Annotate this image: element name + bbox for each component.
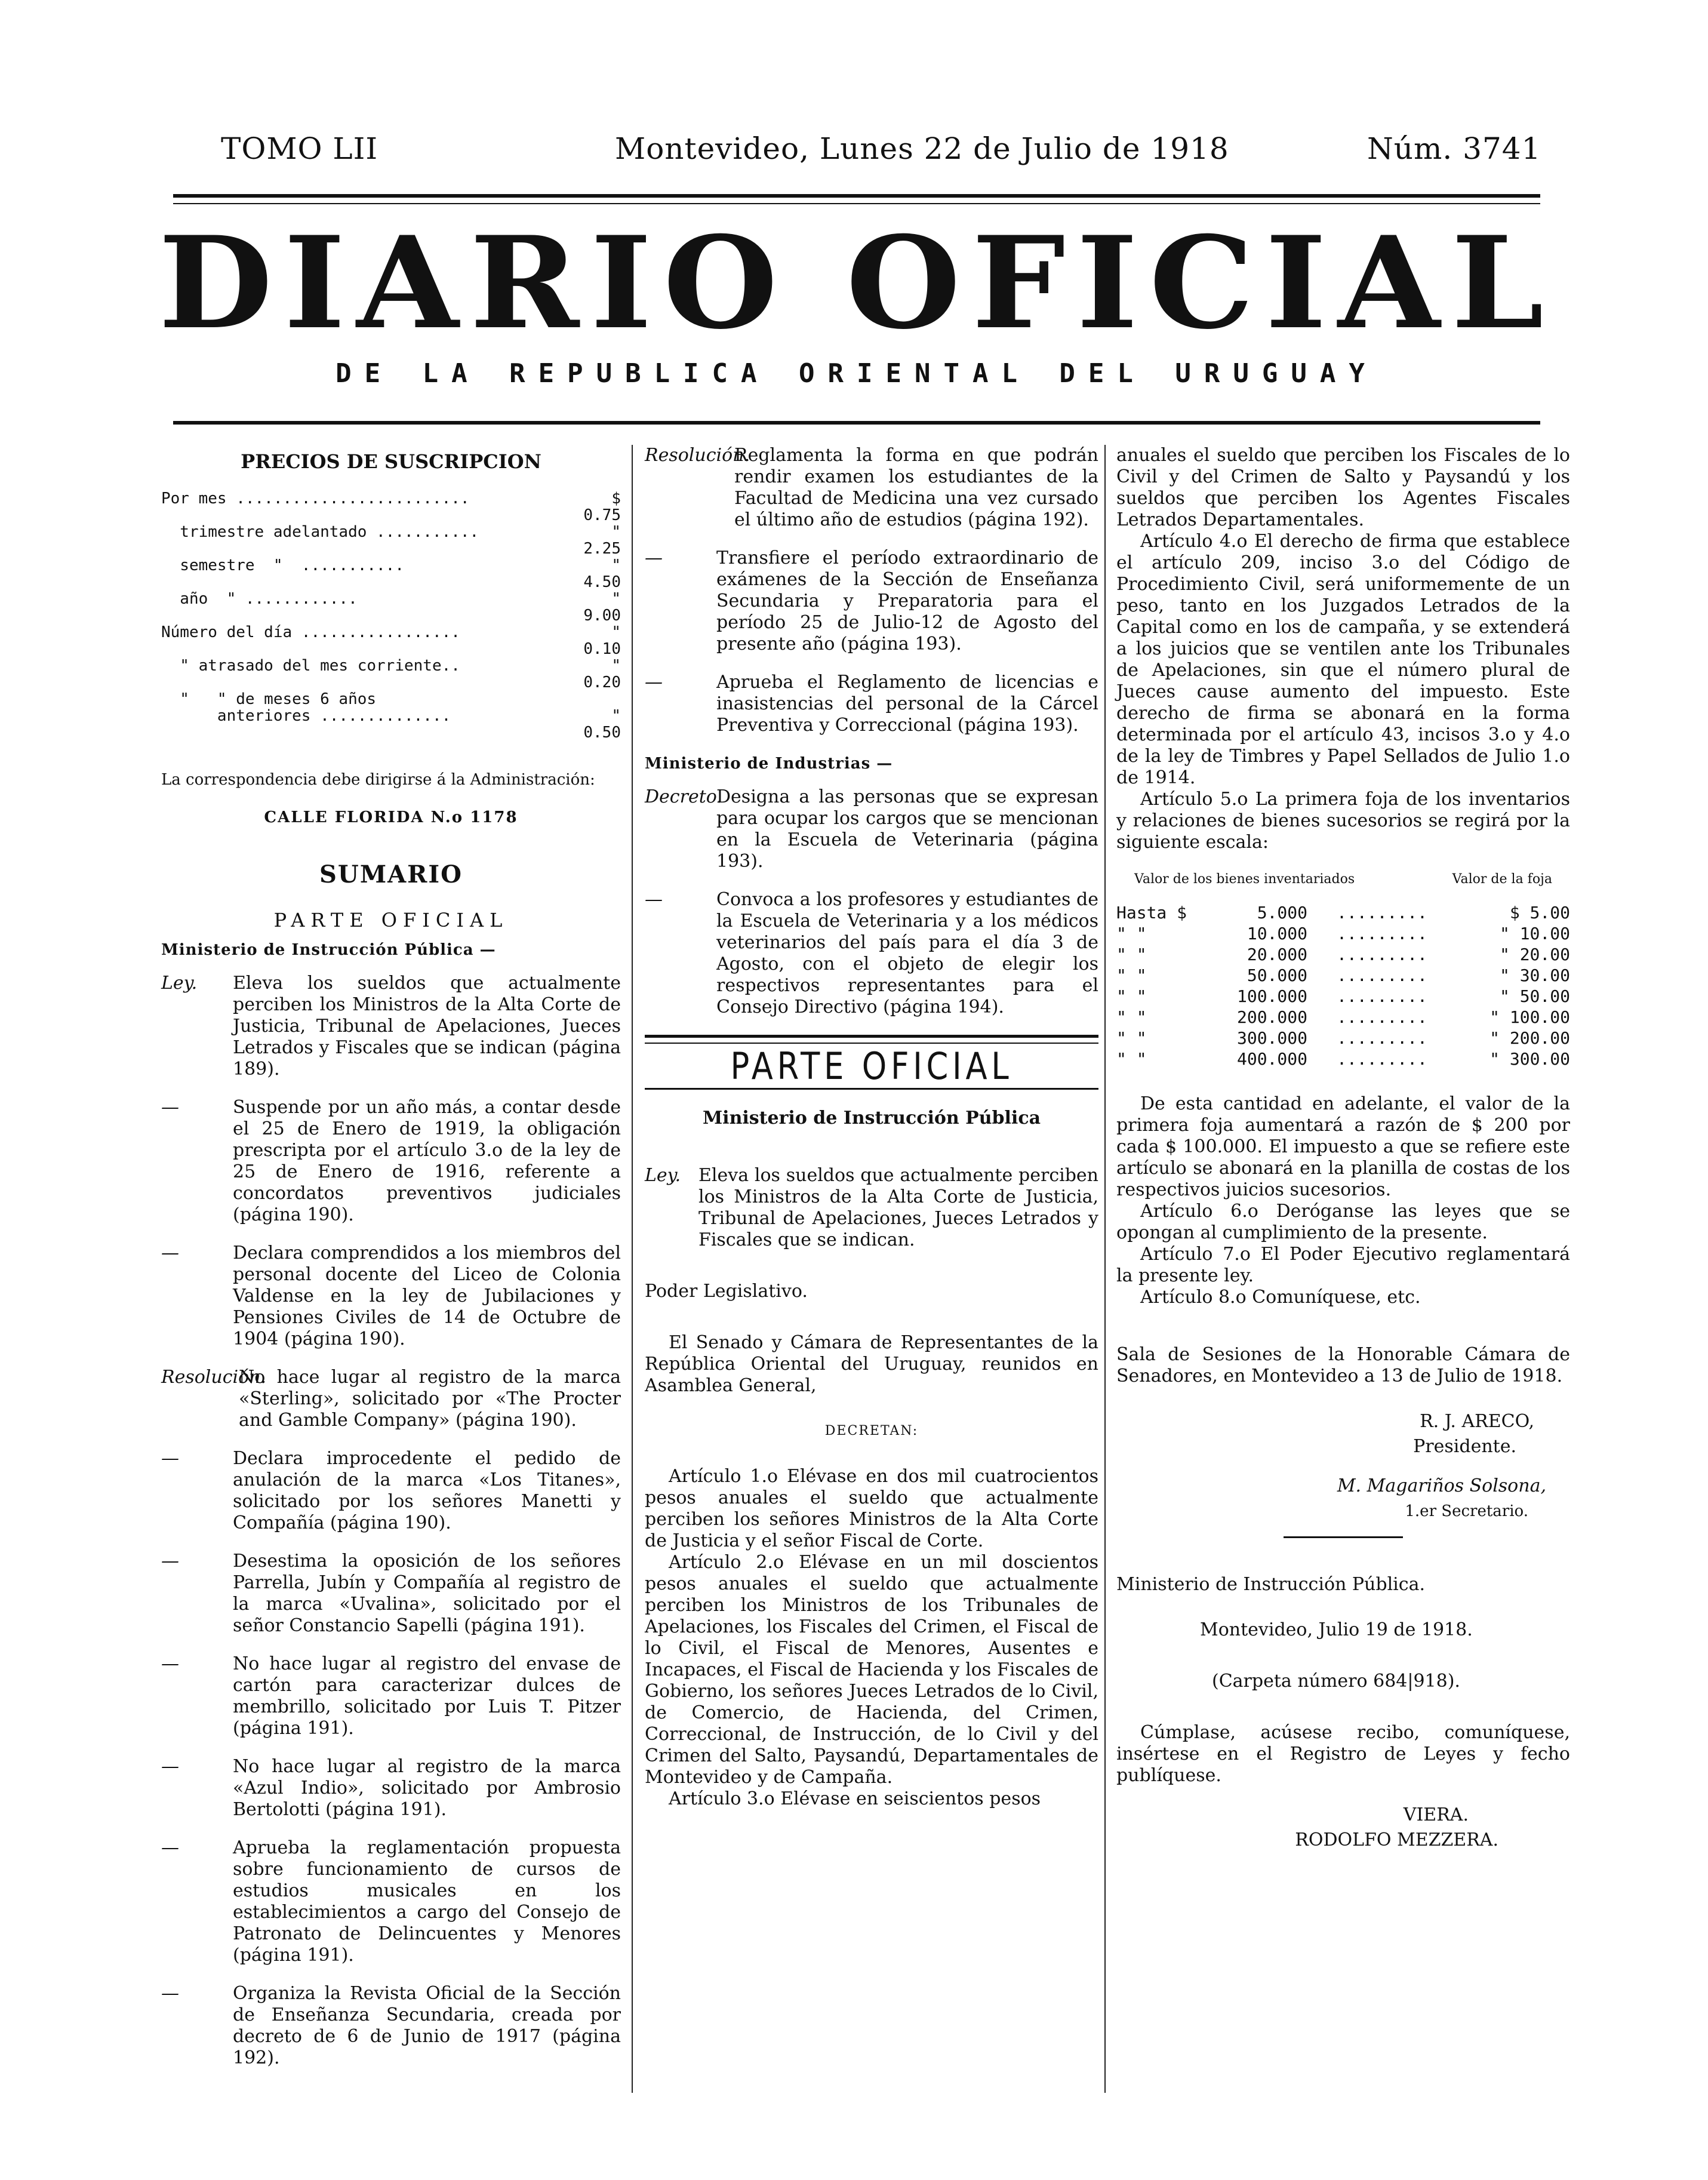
sumario-entry: — No hace lugar al registro del envase de cartón para caracterizar dulces de membrillo, solicitado por Luis T. Pitzer (página 191). xyxy=(161,1653,621,1739)
signature-1-name: R. J. ARECO, xyxy=(1420,1411,1534,1432)
scale-row: " " 100.000 ......... " 50.00 xyxy=(1116,986,1570,1006)
article-4: Artículo 4.o El derecho de firma que establece el artículo 209, inciso 3.o del Código de Procedimiento Civil, será uniformemente de un peso, tanto en los Juzgados Letrados de la Capital como en los de campaña, y se extenderá a los juicios que se ventilen ante los Tribunales de Apelaciones, sin que el número plural de Jueces cause aumento del impuesto. Este derecho de firma se abonará en la forma determinada por el artículo 43, incisos 3.o y 4.o de la ley de Timbres y Papel Sellados de Julio 1.o de 1914. xyxy=(1116,531,1570,788)
signature-mezzera: RODOLFO MEZZERA. xyxy=(1295,1830,1498,1850)
sumario-entry: — Transfiere el período extraordinario de exámenes de la Sección de Enseñanza Secundaria y Preparatoria para el período 25 de Julio-12 de Agosto del presente año (página 193). xyxy=(645,548,1098,654)
issue-number: Núm. 3741 xyxy=(1367,131,1541,166)
scale-table xyxy=(1116,902,1570,1069)
sumario-entry: — Suspende por un año más, a contar desde el 25 de Enero de 1919, la obligación prescripta por el artículo 3.o de la ley de 25 de Enero de 1916, referente a concordatos preventivos judiciales (página 190). xyxy=(161,1097,621,1225)
price-row: Número del día ................. " 0.10 xyxy=(161,623,621,658)
top-rule-thin xyxy=(173,203,1540,204)
signature-viera: VIERA. xyxy=(1403,1804,1469,1825)
preamble: El Senado y Cámara de Representantes de la República Oriental del Uruguay, reunidos en Asamblea General, xyxy=(645,1332,1098,1396)
price-row: anteriores .............. " 0.50 xyxy=(161,707,621,742)
masthead-subtitle: DE LA REPUBLICA ORIENTAL DEL URUGUAY xyxy=(336,358,1378,389)
article-1: Artículo 1.o Elévase en dos mil cuatrocientos pesos anuales el sueldo que actualmente perciben los señores Ministros de la Alta Corte de Justicia y el señor Fiscal de Corte. xyxy=(645,1466,1098,1551)
scale-row: " " 300.000 ......... " 200.00 xyxy=(1116,1028,1570,1048)
article-8: Artículo 8.o Comuníquese, etc. xyxy=(1140,1287,1421,1308)
article-7: Artículo 7.o El Poder Ejecutivo reglamentará la presente ley. xyxy=(1116,1244,1570,1286)
sumario-entry: Resolución. No hace lugar al registro de la marca «Sterling», solicitado por «The Procter and Gamble Company» (página 190). xyxy=(161,1367,621,1431)
signature-2-name: M. Magariños Solsona, xyxy=(1337,1475,1546,1496)
parte-oficial-heading: PARTE OFICIAL xyxy=(730,1044,1013,1088)
masthead-bottom-rule xyxy=(173,421,1540,425)
price-row: " atrasado del mes corriente.. " 0.20 xyxy=(161,657,621,691)
sumario-entry: — Desestima la oposición de los señores Parrella, Jubín y Compañía al registro de la marca «Uvalina», solicitado por el señor Constancio Sapelli (página 191). xyxy=(161,1551,621,1636)
article-3-cont: anuales el sueldo que perciben los Fiscales de lo Civil y del Crimen de Salto y Paysandú y los sueldos que perciben los Agentes Fiscales Letrados Departamentales. xyxy=(1116,445,1570,530)
correspondence-note: La correspondencia debe dirigirse á la Administración: xyxy=(161,771,595,789)
price-row: " " de meses 6 años xyxy=(161,691,377,708)
signature-2-title: 1.er Secretario. xyxy=(1405,1502,1528,1520)
sumario-section: PARTE OFICIAL xyxy=(273,909,509,931)
parte-oficial-ministry: Ministerio de Instrucción Pública xyxy=(702,1108,1041,1129)
address: CALLE FLORIDA N.o 1178 xyxy=(264,808,518,826)
article-3-start: Artículo 3.o Elévase en seiscientos pesos xyxy=(669,1788,1041,1809)
decree-ministry: Ministerio de Instrucción Pública. xyxy=(1116,1574,1425,1595)
section-rule xyxy=(645,1035,1098,1038)
decree-date: Montevideo, Julio 19 de 1918. xyxy=(1200,1619,1473,1640)
price-row: semestre " ........... " 4.50 xyxy=(161,556,621,591)
sumario-entry: — Aprueba la reglamentación propuesta sobre funcionamiento de cursos de estudios musicales en los establecimientos a cargo del Consejo de Patronato de Delincuentes y Menores (página 191). xyxy=(161,1837,621,1966)
scale-row: Hasta $ 5.000 ......... $ 5.00 xyxy=(1116,903,1570,923)
poder-legislativo: Poder Legislativo. xyxy=(645,1281,808,1302)
sumario-entry: Ley. Eleva los sueldos que actualmente perciben los Ministros de la Alta Corte de Justicia, Tribunal de Apelaciones, Jueces Letrados y Fiscales que se indican (página 189). xyxy=(161,973,621,1080)
article-5-cont: De esta cantidad en adelante, el valor de la primera foja aumentará a razón de $ 200 por cada $ 100.000. El impuesto a que se refiere este artículo se abonará en la planilla de costas de los respectivos juicios sucesorios. xyxy=(1116,1093,1570,1200)
scale-row: " " 10.000 ......... " 10.00 xyxy=(1116,924,1570,943)
section-rule-thin xyxy=(645,1043,1098,1044)
decree-carpeta: (Carpeta número 684|918). xyxy=(1212,1671,1460,1692)
subscription-heading: PRECIOS DE SUSCRIPCION xyxy=(241,450,541,473)
scale-row: " " 20.000 ......... " 20.00 xyxy=(1116,945,1570,964)
sumario-ministry-industrias: Ministerio de Industrias — xyxy=(645,755,893,773)
column-1 xyxy=(161,445,621,2086)
column-divider-1 xyxy=(632,445,633,2093)
sumario-entry: — Declara comprendidos a los miembros del personal docente del Liceo de Colonia Valdense en la ley de Jubilaciones y Pensiones Civiles de 14 de Octubre de 1904 (página 190). xyxy=(161,1243,621,1349)
masthead-title: DIARIO OFICIAL xyxy=(158,208,1555,357)
signature-1-title: Presidente. xyxy=(1413,1436,1516,1457)
place-date: Montevideo, Lunes 22 de Julio de 1918 xyxy=(615,131,1229,166)
price-row: año " ............ " 9.00 xyxy=(161,590,621,625)
column-divider-2 xyxy=(1104,445,1106,2093)
subscription-prices xyxy=(161,490,621,741)
decree-text: Cúmplase, acúsese recibo, comuníquese, insértese en el Registro de Leyes y fecho publíquese. xyxy=(1116,1722,1570,1786)
scale-row: " " 400.000 ......... " 300.00 xyxy=(1116,1049,1570,1069)
price-row: Por mes ......................... $ 0.75 xyxy=(161,490,621,524)
sumario-ministry-instruccion: Ministerio de Instrucción Pública — xyxy=(161,941,496,959)
sumario-entry: Resolución. Reglamenta la forma en que podrán rendir examen los estudiantes de la Facultad de Medicina una vez cursado el último año de estudios (página 192). xyxy=(645,445,1098,530)
sumario-entry: Decreto. Designa a las personas que se expresan para ocupar los cargos que se mencionan en la Escuela de Veterinaria (página 193). xyxy=(645,786,1098,872)
sumario-entry: — Convoca a los profesores y estudiantes de la Escuela de Veterinaria y a los médicos veterinarios del país para el día 3 de Agosto, con el objeto de elegir los respectivos representantes para el Consejo Directivo (página 194). xyxy=(645,889,1098,1017)
separator xyxy=(1284,1536,1403,1538)
top-rule xyxy=(173,194,1540,198)
article-6: Artículo 6.o Deróganse las leyes que se opongan al cumplimiento de la presente. xyxy=(1116,1201,1570,1243)
scale-row: " " 50.000 ......... " 30.00 xyxy=(1116,966,1570,985)
sumario-entry: — Declara improcedente el pedido de anulación de la marca «Los Titanes», solicitado por los señores Manetti y Compañía (página 190). xyxy=(161,1448,621,1533)
price-row: trimestre adelantado ........... " 2.25 xyxy=(161,523,621,558)
article-2: Artículo 2.o Elévase en un mil doscientos pesos anuales el sueldo que actualmente perciben los Ministros de los Tribunales de Apelaciones, los Fiscales del Crimen, el Fiscal de lo Civil, el Fiscal de Menores, Ausentes e Incapaces, el Fiscal de Hacienda y los Fiscales de Gobierno, los señores Jueces Letrados de lo Civil, de Comercio, de Hacienda, del Crimen, Correccional, de Instrucción, de lo Civil y del Crimen del Salto, Paysandú, Departamentales de Montevideo y de Campaña. xyxy=(645,1552,1098,1788)
sumario-heading: SUMARIO xyxy=(319,860,463,888)
section-rule xyxy=(645,1088,1098,1090)
sumario-entry: — Organiza la Revista Oficial de la Sección de Enseñanza Secundaria, creada por decreto de 6 de Junio de 1917 (página 192). xyxy=(161,1983,621,2068)
sumario-entry: — Aprueba el Reglamento de licencias e inasistencias del personal de la Cárcel Preventiva y Correccional (página 193). xyxy=(645,672,1098,736)
decretan: DECRETAN: xyxy=(824,1423,919,1438)
column-3 xyxy=(1116,445,1570,1851)
article-5: Artículo 5.o La primera foja de los inventarios y relaciones de bienes sucesorios se regirá por la siguiente escala: xyxy=(1116,789,1570,853)
scale-header: Valor de los bienes inventariados Valor de la foja xyxy=(1134,872,1552,887)
tomo-label: TOMO LII xyxy=(221,131,378,166)
scale-row: " " 200.000 ......... " 100.00 xyxy=(1116,1007,1570,1027)
sumario-entry: — No hace lugar al registro de la marca «Azul Indio», solicitado por Ambrosio Bertolotti (página 191). xyxy=(161,1756,621,1820)
ley-entry: Ley. Eleva los sueldos que actualmente perciben los Ministros de la Alta Corte de Justicia, Tribunal de Apelaciones, Jueces Letrados y Fiscales que se indican. xyxy=(645,1165,1098,1250)
column-2 xyxy=(645,445,1098,1810)
sala-sesiones: Sala de Sesiones de la Honorable Cámara de Senadores, en Montevideo a 13 de Julio de 1918. xyxy=(1116,1344,1570,1386)
